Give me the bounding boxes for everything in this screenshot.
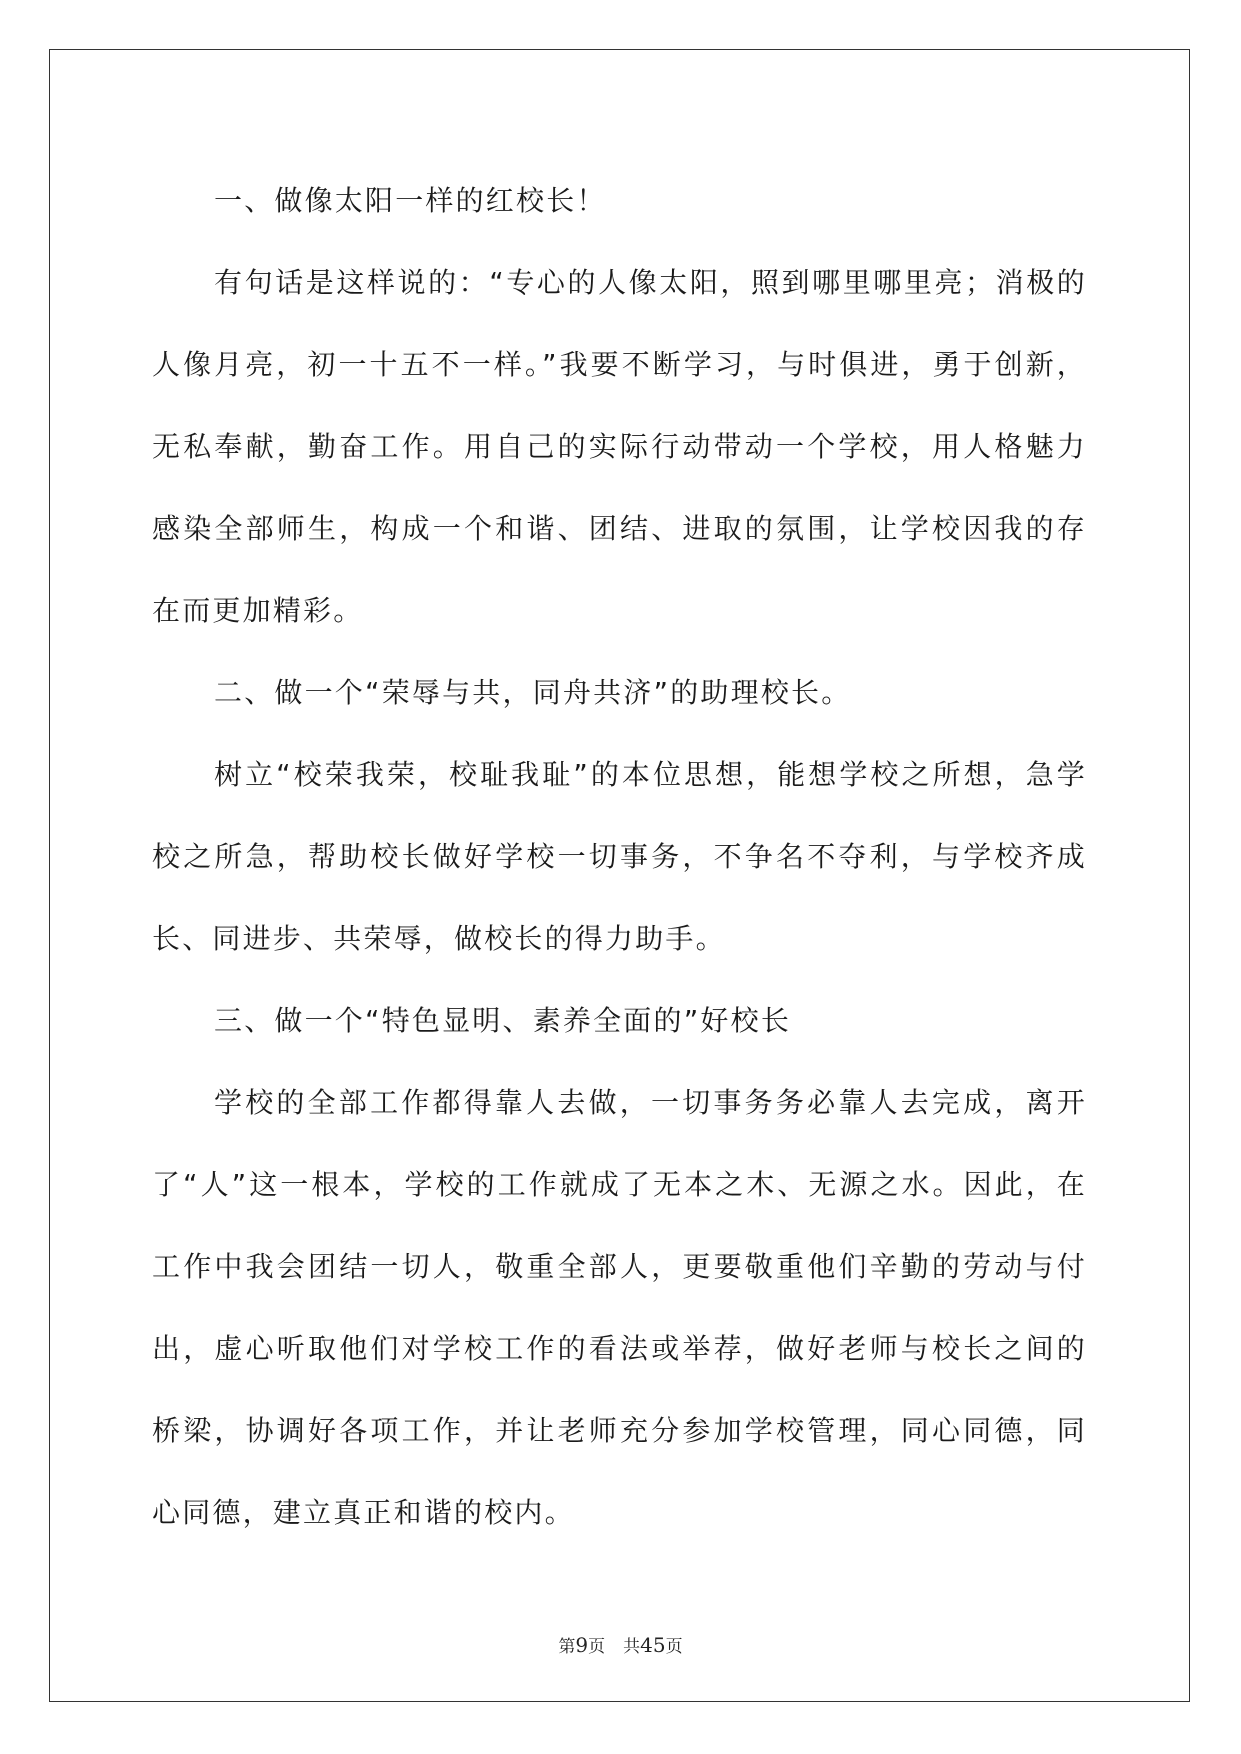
total-suffix: 页 [665, 1637, 683, 1657]
paragraph-sun-principal: 有句话是这样说的：“专心的人像太阳，照到哪里哪里亮；消极的人像月亮，初一十五不一样。”我要不断学习，与时俱进，勇于创新，无私奉献，勤奋工作。用自己的实际行动带动一个学校，用人格魅力感染全部师生，构成一个和谐、团结、进取的氛围，让学校因我的存在而更加精彩。 [152, 266, 1087, 627]
total-pages: 45 [640, 1633, 666, 1657]
heading-two: 二、做一个“荣辱与共，同舟共济”的助理校长。 [214, 676, 852, 709]
page-number: 9 [575, 1633, 589, 1657]
page-footer [0, 1632, 1241, 1657]
document-body [152, 160, 1087, 1554]
paragraph-assistant-principal: 树立“校荣我荣，校耻我耻”的本位思想，能想学校之所想，急学校之所急，帮助校长做好学校一切事务，不争名不夺利，与学校齐成长、同进步、共荣辱，做校长的得力助手。 [152, 758, 1087, 955]
heading-one: 一、做像太阳一样的红校长！ [214, 184, 607, 217]
page-suffix: 页 [588, 1637, 606, 1657]
heading-three: 三、做一个“特色显明、素养全面的”好校长 [214, 1004, 792, 1037]
page-prefix: 第 [558, 1637, 576, 1657]
total-prefix: 共 [623, 1637, 641, 1657]
paragraph-people-first: 学校的全部工作都得靠人去做，一切事务务必靠人去完成，离开了“人”这一根本，学校的工作就成了无本之木、无源之水。因此，在工作中我会团结一切人，敬重全部人，更要敬重他们辛勤的劳动与付出，虚心听取他们对学校工作的看法或举荐，做好老师与校长之间的桥梁，协调好各项工作，并让老师充分参加学校管理，同心同德，同心同德，建立真正和谐的校内。 [152, 1086, 1087, 1529]
